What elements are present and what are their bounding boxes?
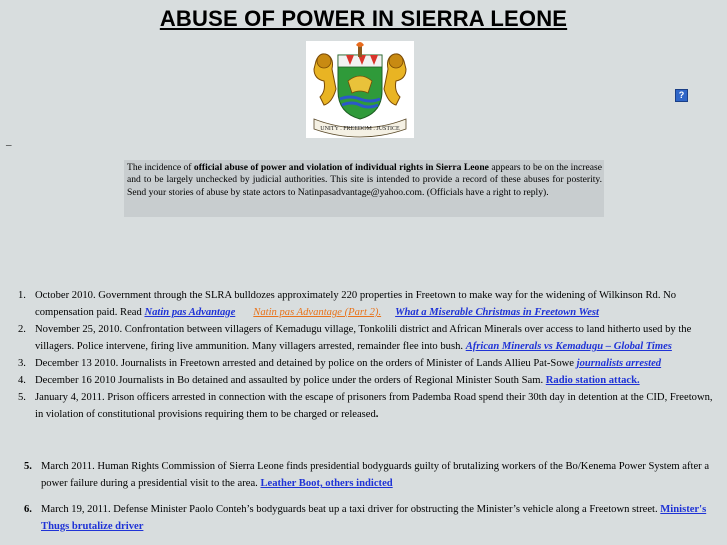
link-leather-boot[interactable]: Leather Boot, others indicted xyxy=(260,478,393,489)
item-number: 5. xyxy=(24,461,32,472)
list-item xyxy=(0,355,727,372)
link-african-minerals[interactable]: African Minerals vs Kemadugu – Global Times xyxy=(465,341,672,352)
item-number: 2. xyxy=(18,324,26,335)
item-number: 4. xyxy=(18,375,26,386)
page-title: ABUSE OF POWER IN SIERRA LEONE xyxy=(159,6,568,31)
help-icon[interactable]: ? xyxy=(675,89,688,102)
item-text: November 25, 2010. Confrontation between villagers of Kemadugu village, Tonkolili district and African Minerals over access to land hitherto used by the villagers. Police intervene, firing live ammunition. Many villagers arrested, remainder flee into bush. xyxy=(35,324,692,352)
list-item xyxy=(0,321,727,355)
item-text: December 16 2010 Journalists in Bo detained and assaulted by police under the orders of Regional Minister South Sam. xyxy=(35,375,546,386)
item-text: December 13 2010. Journalists in Freetown arrested and detained by police on the orders of Minister of Lands Allieu Pat-Sowe xyxy=(35,358,577,369)
item-number: 1. xyxy=(18,290,26,301)
abuse-list xyxy=(0,287,727,423)
abuse-list-2 xyxy=(0,458,727,544)
link-natin-pas-advantage-part2[interactable]: Natin pas Advantage (Part 2). xyxy=(253,307,382,318)
item-number: 3. xyxy=(18,358,26,369)
item-text: March 2011. Human Rights Commission of Sierra Leone finds presidential bodyguards guilty of brutalizing workers of the Bo/Kenema Power System after a power failure during a presidential visit to the area. xyxy=(41,461,710,489)
dash-marker: – xyxy=(6,139,12,151)
link-miserable-christmas[interactable]: What a Miserable Christmas in Freetown West xyxy=(395,307,599,318)
item-text: January 4, 2011. Prison officers arrested in connection with the escape of prisoners from Pademba Road spend their 30th day in detention at the CID, Freetown, in violation of constitutional provisions requiring them to be charged or released xyxy=(35,392,713,420)
link-ministers-thugs[interactable]: Minister's Thugs brutalize driver xyxy=(41,504,707,532)
sierra-leone-coat-of-arms xyxy=(306,41,414,138)
link-natin-pas-advantage[interactable]: Natin pas Advantage xyxy=(144,307,236,318)
item-number: 6. xyxy=(24,504,32,515)
intro-text-1: The incidence of xyxy=(127,162,194,173)
list-item xyxy=(0,287,727,321)
item-number: 5. xyxy=(18,392,26,403)
list-item xyxy=(0,458,727,492)
item-text: October 2010. Government through the SLRA bulldozes approximately 220 properties in Freetown to make way for the widening of Wilkinson Rd. No compensation paid. Read xyxy=(35,290,677,318)
list-item xyxy=(0,372,727,389)
link-journalists-arrested[interactable]: journalists arrested xyxy=(576,358,662,369)
item-text: March 19, 2011. Defense Minister Paolo Conteh’s bodyguards beat up a taxi driver for obstructing the Minister’s vehicle along a Freetown street. xyxy=(41,504,661,515)
list-item xyxy=(0,389,727,423)
intro-box xyxy=(124,160,604,217)
link-radio-station-attack[interactable]: Radio station attack. xyxy=(545,375,640,386)
item-end: . xyxy=(375,409,379,420)
list-item xyxy=(0,501,727,535)
intro-bold: official abuse of power and violation of individual rights in Sierra Leone xyxy=(193,162,489,173)
seal-motto: UNITY . FREEDOM . JUSTICE xyxy=(320,126,400,132)
intro-text-2: appears to be on the increase and to be largely unchecked by judicial authorities. This site is intended to provide a record of these abuses for posterity. Send your stories of abuse by state actors to Natinpasadvantage@yahoo.com. (Officials have a right to reply). xyxy=(127,162,602,198)
